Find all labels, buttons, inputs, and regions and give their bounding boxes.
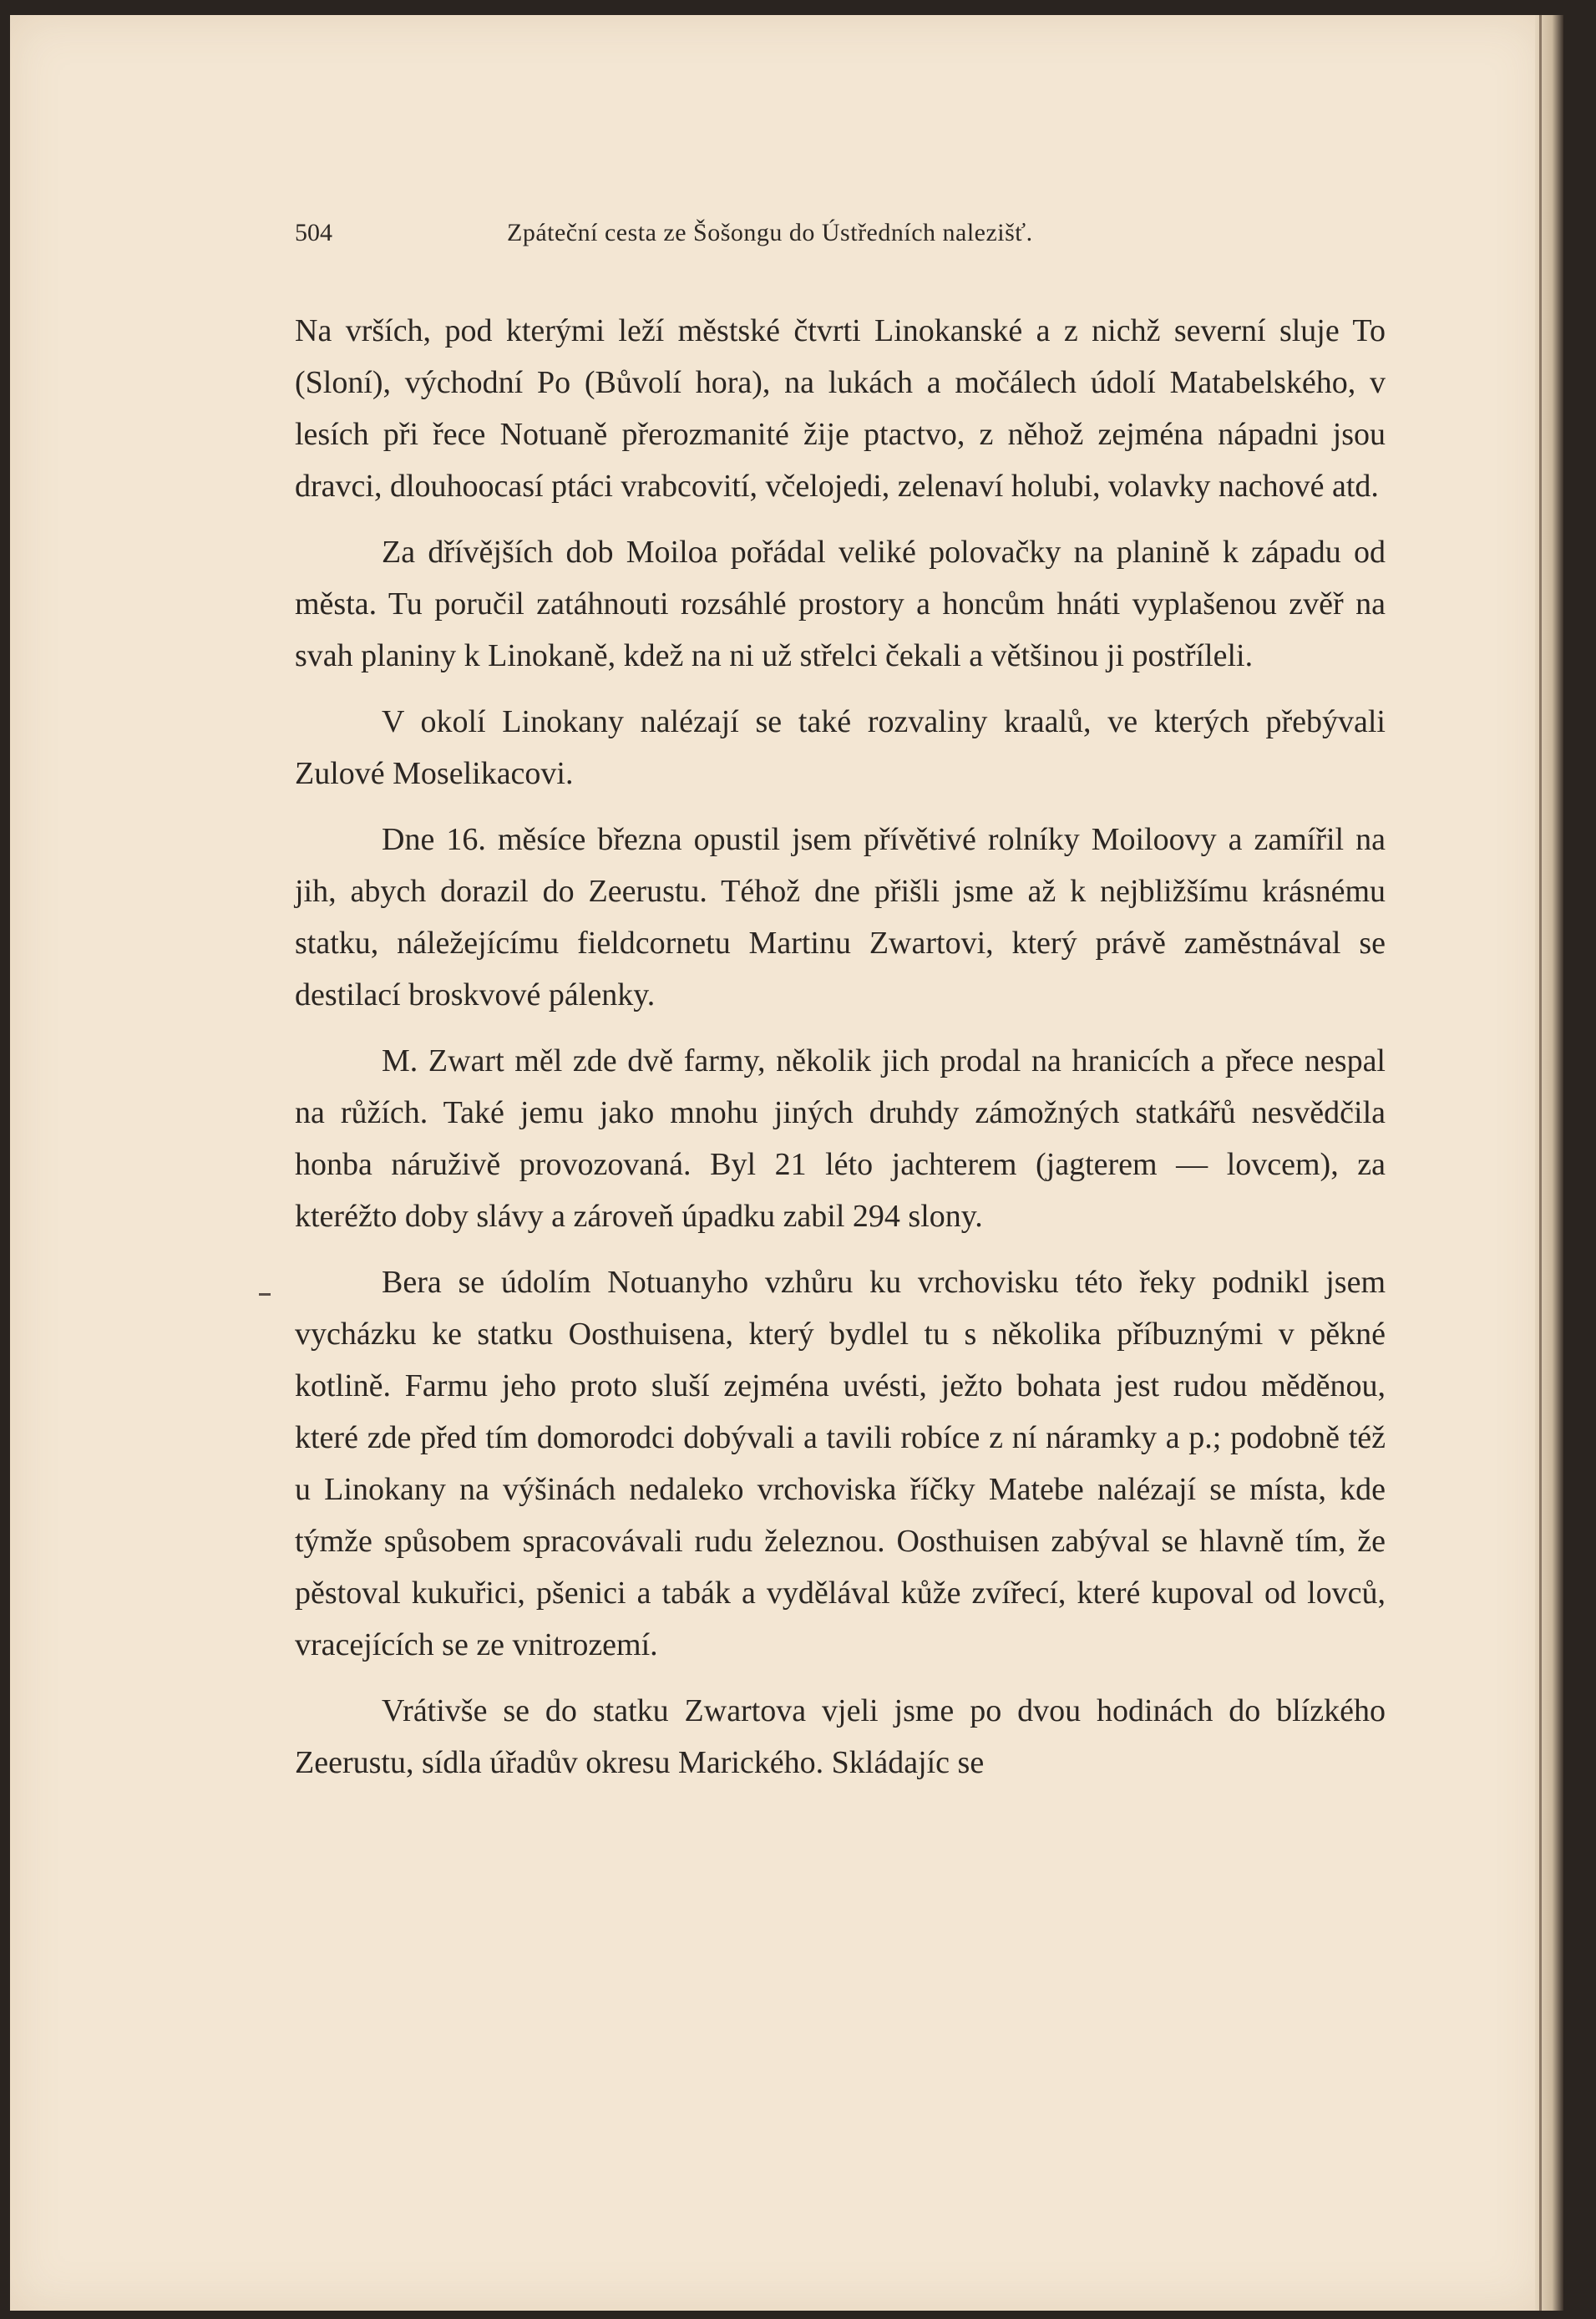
margin-mark bbox=[259, 1293, 271, 1296]
running-head bbox=[295, 219, 1386, 252]
running-title: Zpáteční cesta ze Šošongu do Ústředních nalezišť. bbox=[507, 219, 1033, 246]
paragraph-4: Dne 16. měsíce března opustil jsem přívětivé rolníky Moiloovy a zamířil na jih, abych dorazil do Zeerustu. Téhož dne přišli jsme až k nejbližšímu krásnému statku, náležejícímu fieldcornetu Martinu Zwartovi, který právě zaměstnával se destilací broskvové pálenky. bbox=[295, 822, 1386, 1012]
paragraph-2: Za dřívějších dob Moiloa pořádal veliké polovačky na planině k západu od města. Tu poručil zatáhnouti rozsáhlé prostory a honcům hnáti vyplašenou zvěř na svah planiny k Linokaně, kdež na ni už střelci čekali a většinou ji postříleli. bbox=[295, 535, 1386, 673]
page-number: 504 bbox=[295, 219, 332, 246]
paragraph-6: Bera se údolím Notuanyho vzhůru ku vrchovisku této řeky podnikl jsem vycházku ke statku Oosthuisena, který bydlel tu s několika příbuznými v pěkné kotlině. Farmu jeho proto sluší zejména uvésti, ježto bohata jest rudou měděnou, které zde před tím domorodci dobývali a tavili robíce z ní náramky a p.; podobně též u Linokany na výšinách nedaleko vrchoviska říčky Matebe nalézají se místa, kde týmže spůsobem spracovávali rudu železnou. Oosthuisen zabýval se hlavně tím, že pěstoval kukuřici, pšenici a tabák a vydělával kůže zvířecí, které kupoval od lovců, vracejících se ze vnitrozemí. bbox=[295, 1265, 1386, 1662]
body-text bbox=[295, 305, 1386, 1803]
paragraph-7: Vrátivše se do statku Zwartova vjeli jsme po dvou hodinách do blízkého Zeerustu, sídla úřadův okresu Marického. Skládajíc se bbox=[295, 1693, 1386, 1780]
paragraph-5: M. Zwart měl zde dvě farmy, několik jich prodal na hranicích a přece nespal na růžích. Také jemu jako mnohu jiných druhdy zámožných statkářů nesvědčila honba náruživě provozovaná. Byl 21 léto jachterem (jagterem — lovcem), za kteréžto doby slávy a zároveň úpadku zabil 294 slony. bbox=[295, 1043, 1386, 1234]
gutter-line bbox=[1539, 15, 1542, 2311]
paragraph-1: Na vrších, pod kterými leží městské čtvrti Linokanské a z nichž severní sluje To (Sloní), východní Po (Bůvolí hora), na lukách a močálech údolí Matabelského, v lesích při řece Notuaně přerozmanité žije ptactvo, z něhož zejména nápadni jsou dravci, dlouhoocasí ptáci vrabcovití, včelojedi, zelenaví holubi, volavky nachové atd. bbox=[295, 313, 1386, 504]
paragraph-3: V okolí Linokany nalézají se také rozvaliny kraalů, ve kterých přebývali Zulové Moselikacovi. bbox=[295, 704, 1386, 791]
